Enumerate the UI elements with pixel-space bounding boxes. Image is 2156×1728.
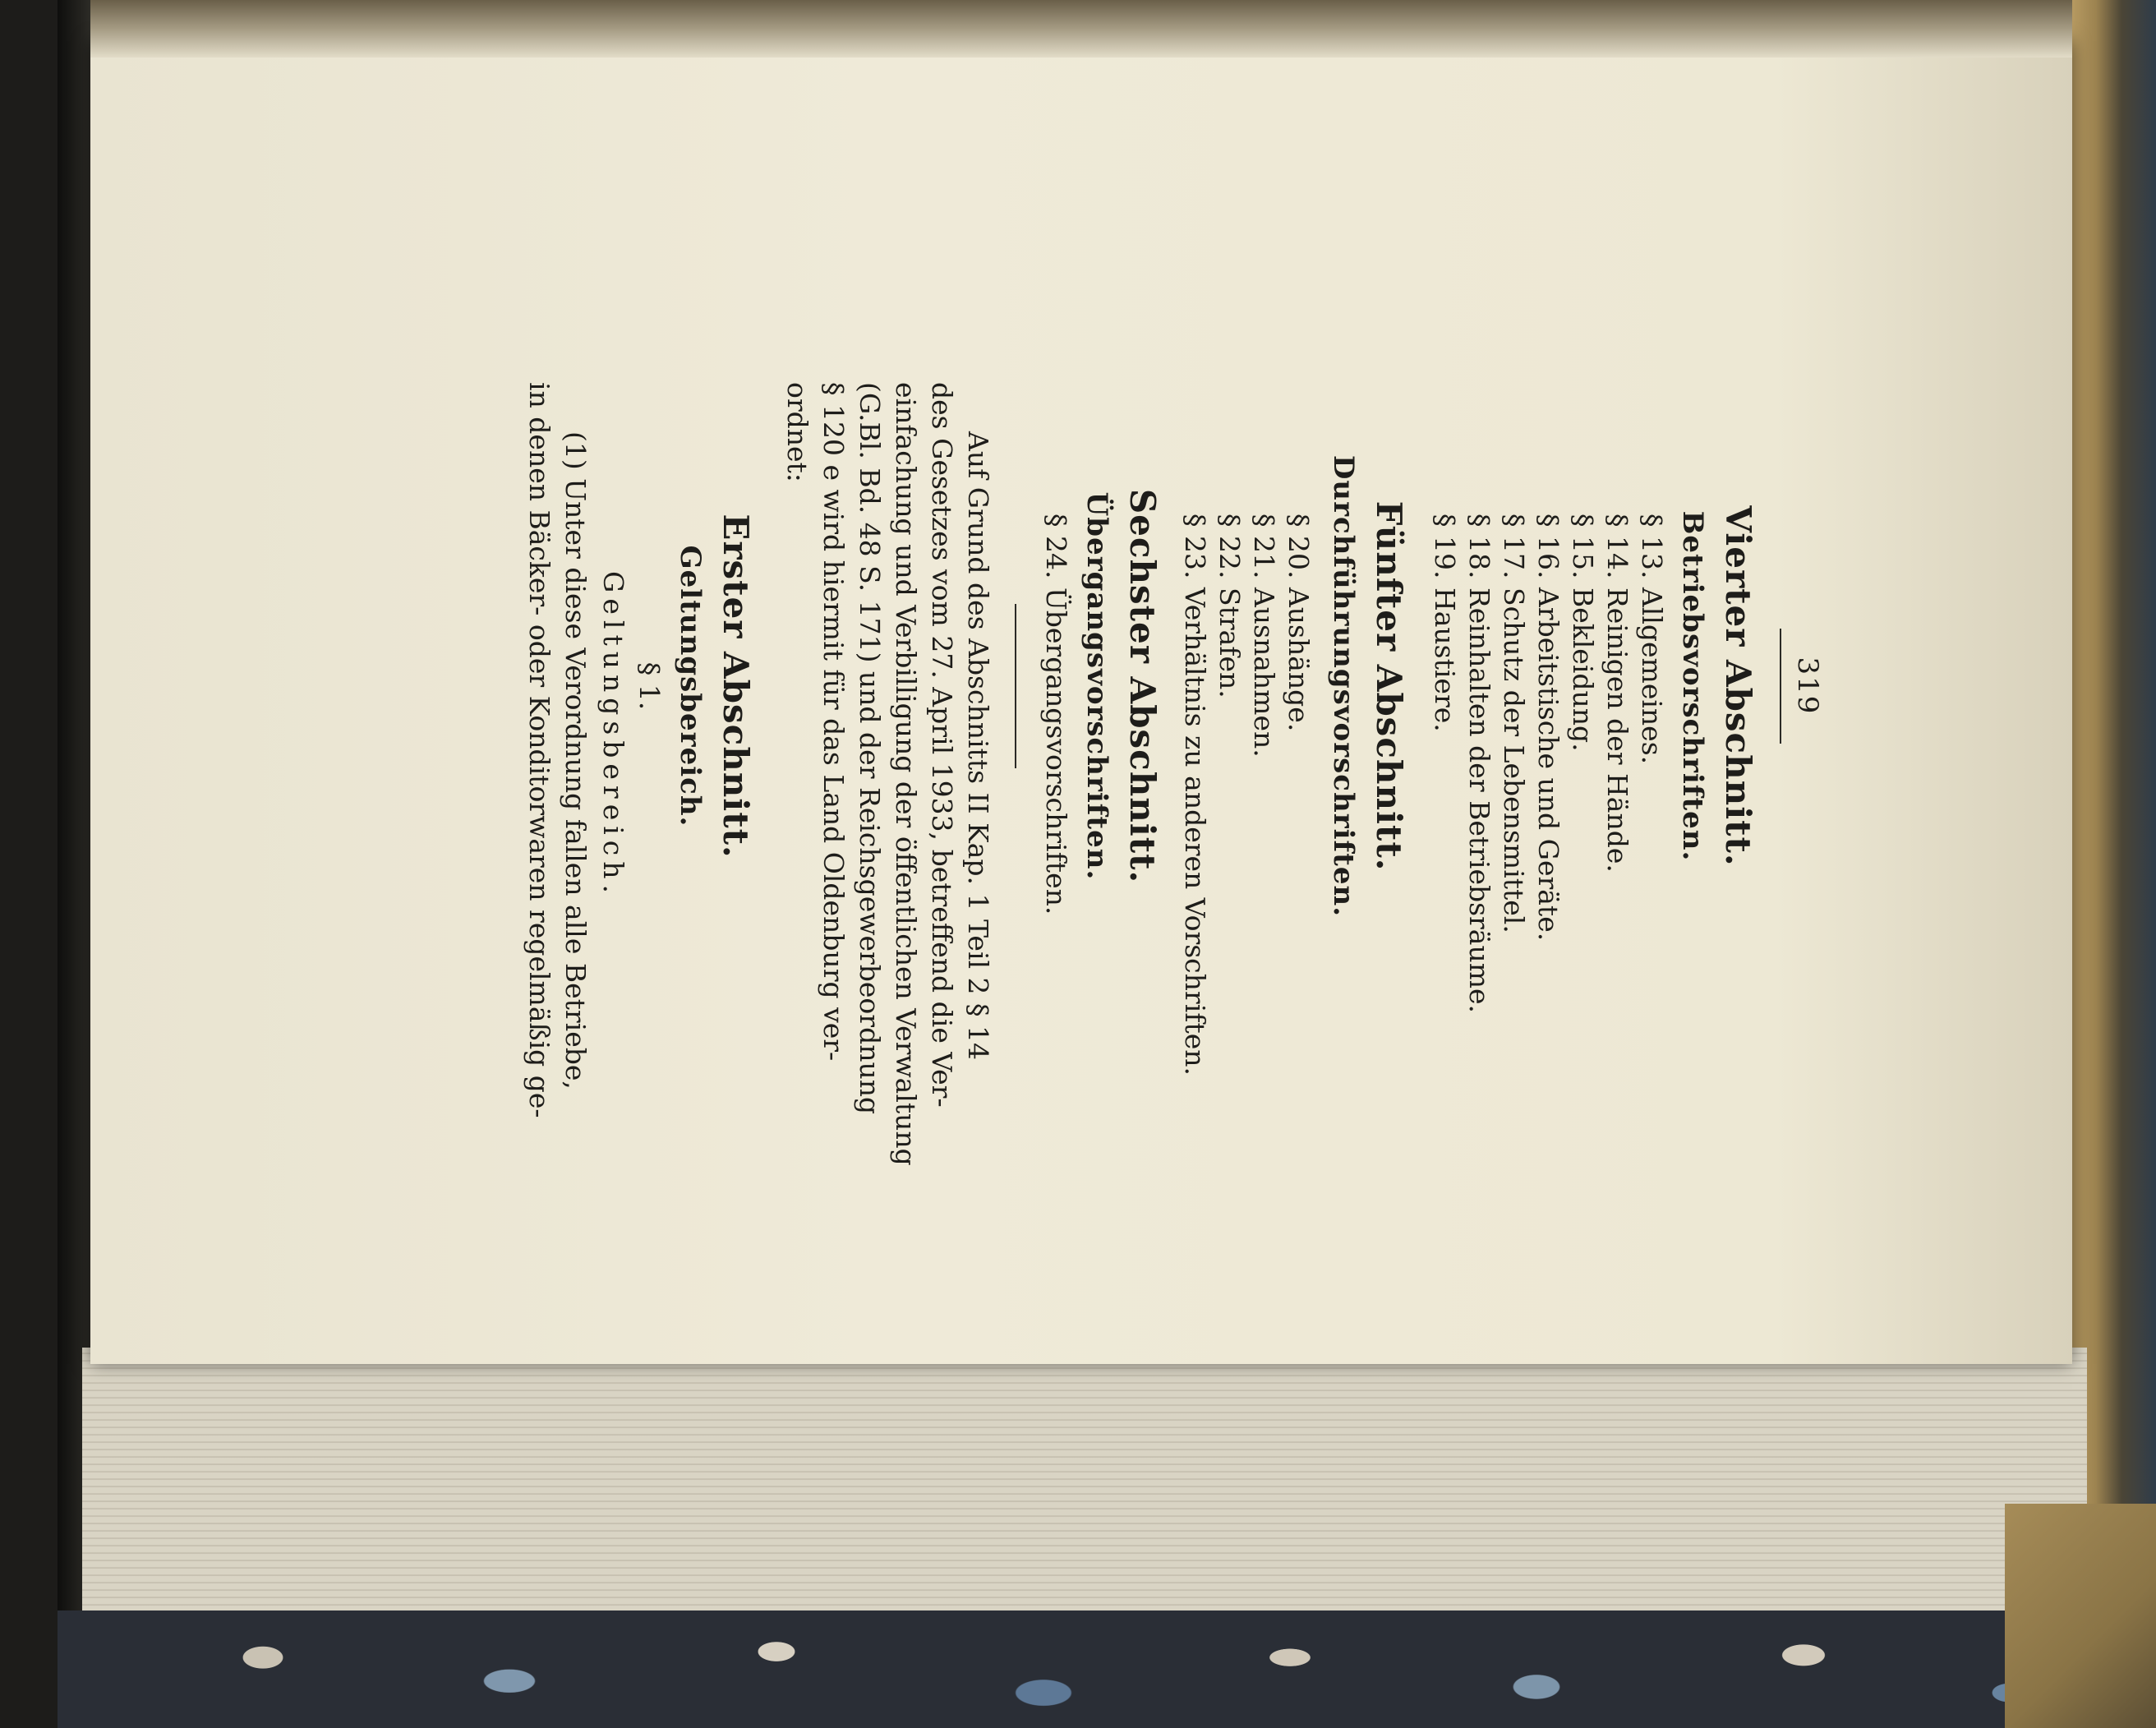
marbled-cover: [58, 1610, 2112, 1728]
toc-item: § 16. Arbeitstische und Geräte.: [1532, 514, 1564, 942]
toc-item: § 20. Aushänge.: [1283, 514, 1315, 732]
section6-heading: Sechster Abschnitt.: [1122, 488, 1163, 884]
cover-corner: [2005, 1504, 2156, 1728]
toc-item: § 22. Strafen.: [1214, 514, 1246, 698]
toc-item: § 13. Allgemeines.: [1636, 514, 1668, 765]
section5-heading: Fünfter Abschnitt.: [1369, 500, 1409, 872]
toc-item: § 17. Schutz der Lebensmittel.: [1498, 514, 1530, 933]
paragraph-number: § 1.: [633, 661, 666, 711]
preamble-line: einfachung und Verbilligung der öffentlichen Verwaltung: [890, 382, 922, 1166]
toc-item: § 19. Haustiere.: [1429, 514, 1461, 732]
section4-heading: Vierter Abschnitt.: [1718, 505, 1758, 867]
toc-item: § 18. Reinhalten der Betriebsräume.: [1463, 514, 1495, 1014]
preamble-line: (G.Bl. Bd. 48 S. 171) und der Reichsgewerbeordnung: [854, 382, 886, 1115]
toc-item: § 24. Übergangsvorschriften.: [1040, 514, 1072, 915]
section5-subheading: Durchführungsvorschriften.: [1327, 454, 1360, 918]
page-edges: [82, 1348, 2087, 1635]
section-rule: [1015, 604, 1016, 768]
preamble-line: Auf Grund des Abschnitts II Kap. 1 Teil 2 § 14: [962, 431, 994, 1061]
rotated-text-block: [263, 111, 1840, 1261]
section1-heading: Erster Abschnitt.: [716, 514, 756, 859]
section4-subheading: Betriebsvorschriften.: [1676, 510, 1709, 862]
paragraph-title: Geltungsbereich.: [597, 571, 629, 900]
toc-item: § 23. Verhältnis zu anderen Vorschriften.: [1179, 514, 1211, 1076]
toc-item: § 14. Reinigen der Hände.: [1601, 514, 1633, 873]
toc-item: § 21. Ausnahmen.: [1248, 514, 1280, 758]
section1-subheading: Geltungsbereich.: [674, 545, 707, 827]
page-top-shadow: [90, 0, 2072, 58]
toc-item: § 15. Bekleidung.: [1567, 514, 1599, 752]
preamble-line: § 120 e wird hiermit für das Land Oldenburg ver-: [818, 382, 850, 1062]
section6-subheading: Übergangsvorschriften.: [1080, 491, 1113, 881]
preamble-line: ordnet:: [781, 382, 813, 482]
body-line: (1) Unter diese Verordnung fallen alle Betriebe,: [560, 431, 592, 1090]
preamble-line: des Gesetzes vom 27. April 1933, betreffend die Ver-: [926, 382, 958, 1108]
header-rule: [1780, 629, 1781, 744]
page-number: 319: [1791, 657, 1824, 716]
body-line: in denen Bäcker- oder Konditorwaren regelmäßig ge-: [523, 382, 555, 1118]
